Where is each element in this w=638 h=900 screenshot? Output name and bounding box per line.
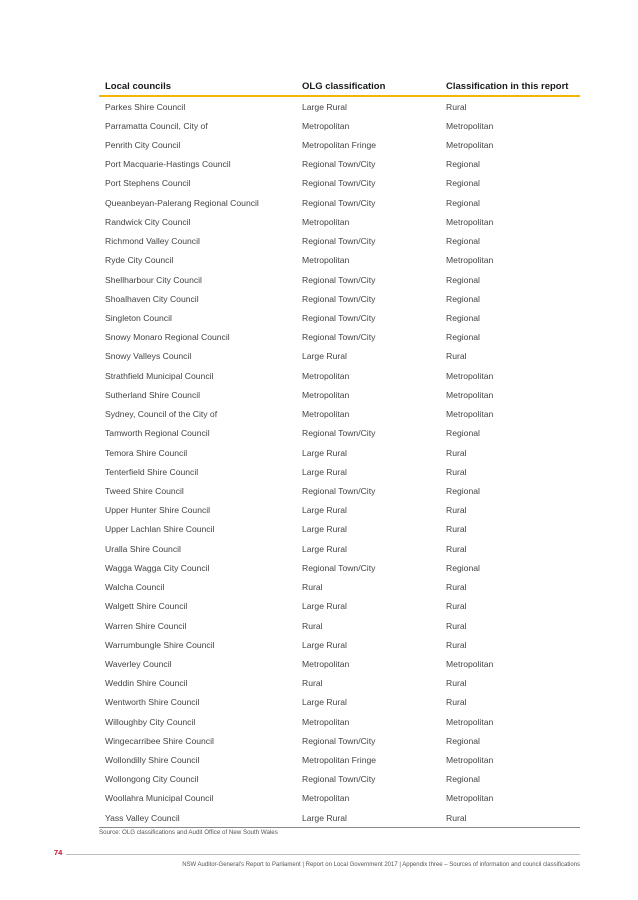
table-row <box>99 251 580 270</box>
council-name-cell: Wentworth Shire Council <box>105 697 200 708</box>
report-classification-cell: Rural <box>446 601 467 612</box>
report-classification-cell: Rural <box>446 678 467 689</box>
report-classification-cell: Metropolitan <box>446 793 494 804</box>
report-classification-cell: Regional <box>446 236 480 247</box>
council-name-cell: Waverley Council <box>105 658 172 669</box>
report-classification-cell: Rural <box>446 351 467 362</box>
report-classification-cell: Rural <box>446 620 467 631</box>
column-header-report-classification: Classification in this report <box>440 78 580 96</box>
council-name-cell: Uralla Shire Council <box>105 543 181 554</box>
olg-classification-cell: Metropolitan <box>302 793 350 804</box>
table-row <box>99 577 580 596</box>
table-header-row <box>99 78 580 96</box>
olg-classification-cell: Regional Town/City <box>302 562 376 573</box>
table-row <box>99 770 580 789</box>
report-classification-cell: Rural <box>446 447 467 458</box>
olg-classification-cell: Metropolitan <box>302 389 350 400</box>
report-classification-cell: Rural <box>446 524 467 535</box>
olg-classification-cell: Regional Town/City <box>302 197 376 208</box>
report-classification-cell: Rural <box>440 808 580 828</box>
report-classification-cell: Rural <box>446 639 467 650</box>
table-row <box>99 789 580 808</box>
table-row <box>99 424 580 443</box>
council-name-cell: Wollondilly Shire Council <box>105 755 200 766</box>
olg-classification-cell: Rural <box>302 582 323 593</box>
olg-classification-cell: Metropolitan <box>302 370 350 381</box>
olg-classification-cell: Regional Town/City <box>302 274 376 285</box>
council-name-cell: Warrumbungle Shire Council <box>105 639 215 650</box>
report-classification-cell: Regional <box>446 197 480 208</box>
table-row <box>99 116 580 135</box>
olg-classification-cell: Large Rural <box>302 524 347 535</box>
council-name-cell: Wagga Wagga City Council <box>105 562 210 573</box>
table-row <box>99 328 580 347</box>
report-classification-cell: Rural <box>446 697 467 708</box>
table-row <box>99 443 580 462</box>
olg-classification-cell: Large Rural <box>302 697 347 708</box>
council-name-cell: Temora Shire Council <box>105 447 188 458</box>
olg-classification-cell: Regional Town/City <box>302 159 376 170</box>
olg-classification-cell: Regional Town/City <box>302 485 376 496</box>
table-row <box>99 308 580 327</box>
table-row <box>99 135 580 154</box>
table-row <box>99 96 580 116</box>
olg-classification-cell: Regional Town/City <box>302 293 376 304</box>
olg-classification-cell: Rural <box>302 620 323 631</box>
table-row <box>99 501 580 520</box>
report-classification-cell: Metropolitan <box>446 216 494 227</box>
table-row <box>99 366 580 385</box>
table-row <box>99 174 580 193</box>
table-row <box>99 674 580 693</box>
report-classification-cell: Rural <box>446 505 467 516</box>
council-classification-table <box>99 78 580 828</box>
council-name-cell: Sydney, Council of the City of <box>105 409 218 420</box>
council-name-cell: Sutherland Shire Council <box>105 389 201 400</box>
report-classification-cell: Metropolitan <box>446 255 494 266</box>
table-row <box>99 405 580 424</box>
olg-classification-cell: Metropolitan <box>302 409 350 420</box>
council-name-cell: Port Stephens Council <box>105 178 191 189</box>
olg-classification-cell: Large Rural <box>302 351 347 362</box>
table-row <box>99 731 580 750</box>
table-row <box>99 635 580 654</box>
column-header-olg-classification: OLG classification <box>296 78 440 96</box>
column-header-local-councils: Local councils <box>99 78 296 96</box>
council-name-cell: Wollongong City Council <box>105 774 199 785</box>
footer-divider <box>66 854 580 855</box>
report-classification-cell: Metropolitan <box>446 716 494 727</box>
olg-classification-cell: Regional Town/City <box>302 332 376 343</box>
report-classification-cell: Metropolitan <box>446 370 494 381</box>
report-classification-cell: Metropolitan <box>446 389 494 400</box>
table-row <box>99 558 580 577</box>
olg-classification-cell: Metropolitan <box>302 716 350 727</box>
olg-classification-cell: Metropolitan <box>302 216 350 227</box>
report-classification-cell: Regional <box>446 159 480 170</box>
council-name-cell: Walcha Council <box>105 582 165 593</box>
table-header <box>99 78 580 96</box>
report-classification-cell: Metropolitan <box>446 755 494 766</box>
table-row <box>99 808 580 828</box>
council-name-cell: Snowy Monaro Regional Council <box>105 332 230 343</box>
council-name-cell: Shellharbour City Council <box>105 274 202 285</box>
table-row <box>99 539 580 558</box>
council-name-cell: Tweed Shire Council <box>105 485 184 496</box>
report-classification-cell: Regional <box>446 428 480 439</box>
report-classification-cell: Regional <box>446 274 480 285</box>
table-row <box>99 193 580 212</box>
olg-classification-cell: Metropolitan <box>302 658 350 669</box>
council-name-cell: Yass Valley Council <box>99 808 296 828</box>
report-classification-cell: Rural <box>446 543 467 554</box>
table-row <box>99 693 580 712</box>
olg-classification-cell: Regional Town/City <box>302 313 376 324</box>
table-body <box>99 96 580 828</box>
council-name-cell: Walgett Shire Council <box>105 601 188 612</box>
council-name-cell: Woollahra Municipal Council <box>105 793 214 804</box>
table-row <box>99 212 580 231</box>
report-classification-cell: Regional <box>446 293 480 304</box>
table-row <box>99 597 580 616</box>
olg-classification-cell: Regional Town/City <box>302 428 376 439</box>
report-classification-cell: Metropolitan <box>446 140 494 151</box>
olg-classification-cell: Metropolitan Fringe <box>302 755 377 766</box>
report-classification-cell: Rural <box>446 101 467 112</box>
olg-classification-cell: Regional Town/City <box>302 774 376 785</box>
report-classification-cell: Rural <box>446 582 467 593</box>
olg-classification-cell: Metropolitan <box>302 255 350 266</box>
olg-classification-cell: Large Rural <box>302 101 347 112</box>
table-row <box>99 654 580 673</box>
report-classification-cell: Regional <box>446 313 480 324</box>
source-note: Source: OLG classifications and Audit Office of New South Wales <box>99 829 278 836</box>
report-classification-cell: Regional <box>446 562 480 573</box>
council-name-cell: Weddin Shire Council <box>105 678 188 689</box>
council-name-cell: Strathfield Municipal Council <box>105 370 214 381</box>
olg-classification-cell: Large Rural <box>302 543 347 554</box>
table-row <box>99 270 580 289</box>
council-name-cell: Warren Shire Council <box>105 620 187 631</box>
council-name-cell: Penrith City Council <box>105 140 181 151</box>
council-name-cell: Wingecarribee Shire Council <box>105 735 214 746</box>
council-name-cell: Snowy Valleys Council <box>105 351 192 362</box>
olg-classification-cell: Metropolitan <box>302 120 350 131</box>
council-name-cell: Upper Hunter Shire Council <box>105 505 211 516</box>
footer-text: NSW Auditor-General's Report to Parliament | Report on Local Government 2017 | Appendix three – Sources of information and council classifications <box>182 862 580 868</box>
report-classification-cell: Rural <box>446 466 467 477</box>
table-row <box>99 481 580 500</box>
olg-classification-cell: Rural <box>302 678 323 689</box>
council-name-cell: Ryde City Council <box>105 255 174 266</box>
report-classification-cell: Regional <box>446 332 480 343</box>
council-classification-table-container <box>99 78 580 828</box>
council-name-cell: Shoalhaven City Council <box>105 293 199 304</box>
olg-classification-cell: Regional Town/City <box>302 178 376 189</box>
council-name-cell: Singleton Council <box>105 313 172 324</box>
table-row <box>99 155 580 174</box>
olg-classification-cell: Large Rural <box>302 505 347 516</box>
council-name-cell: Richmond Valley Council <box>105 236 200 247</box>
table-row <box>99 289 580 308</box>
council-name-cell: Queanbeyan-Palerang Regional Council <box>105 197 259 208</box>
report-classification-cell: Regional <box>446 774 480 785</box>
table-row <box>99 232 580 251</box>
report-classification-cell: Regional <box>446 178 480 189</box>
olg-classification-cell: Large Rural <box>302 447 347 458</box>
table-row <box>99 616 580 635</box>
table-row <box>99 347 580 366</box>
report-classification-cell: Metropolitan <box>446 658 494 669</box>
olg-classification-cell: Large Rural <box>302 601 347 612</box>
olg-classification-cell: Regional Town/City <box>302 735 376 746</box>
table-row <box>99 712 580 731</box>
olg-classification-cell: Metropolitan Fringe <box>302 140 377 151</box>
council-name-cell: Tamworth Regional Council <box>105 428 210 439</box>
table-row <box>99 462 580 481</box>
report-classification-cell: Metropolitan <box>446 409 494 420</box>
council-name-cell: Parramatta Council, City of <box>105 120 208 131</box>
report-classification-cell: Regional <box>446 735 480 746</box>
olg-classification-cell: Large Rural <box>302 639 347 650</box>
olg-classification-cell: Regional Town/City <box>302 236 376 247</box>
olg-classification-cell: Large Rural <box>302 466 347 477</box>
council-name-cell: Port Macquarie-Hastings Council <box>105 159 231 170</box>
table-row <box>99 520 580 539</box>
council-name-cell: Tenterfield Shire Council <box>105 466 199 477</box>
council-name-cell: Parkes Shire Council <box>105 101 186 112</box>
page-number: 74 <box>54 848 63 857</box>
olg-classification-cell: Large Rural <box>296 808 440 828</box>
table-row <box>99 750 580 769</box>
council-name-cell: Randwick City Council <box>105 216 191 227</box>
report-classification-cell: Metropolitan <box>446 120 494 131</box>
council-name-cell: Willoughby City Council <box>105 716 196 727</box>
council-name-cell: Upper Lachlan Shire Council <box>105 524 215 535</box>
report-classification-cell: Regional <box>446 485 480 496</box>
table-row <box>99 385 580 404</box>
